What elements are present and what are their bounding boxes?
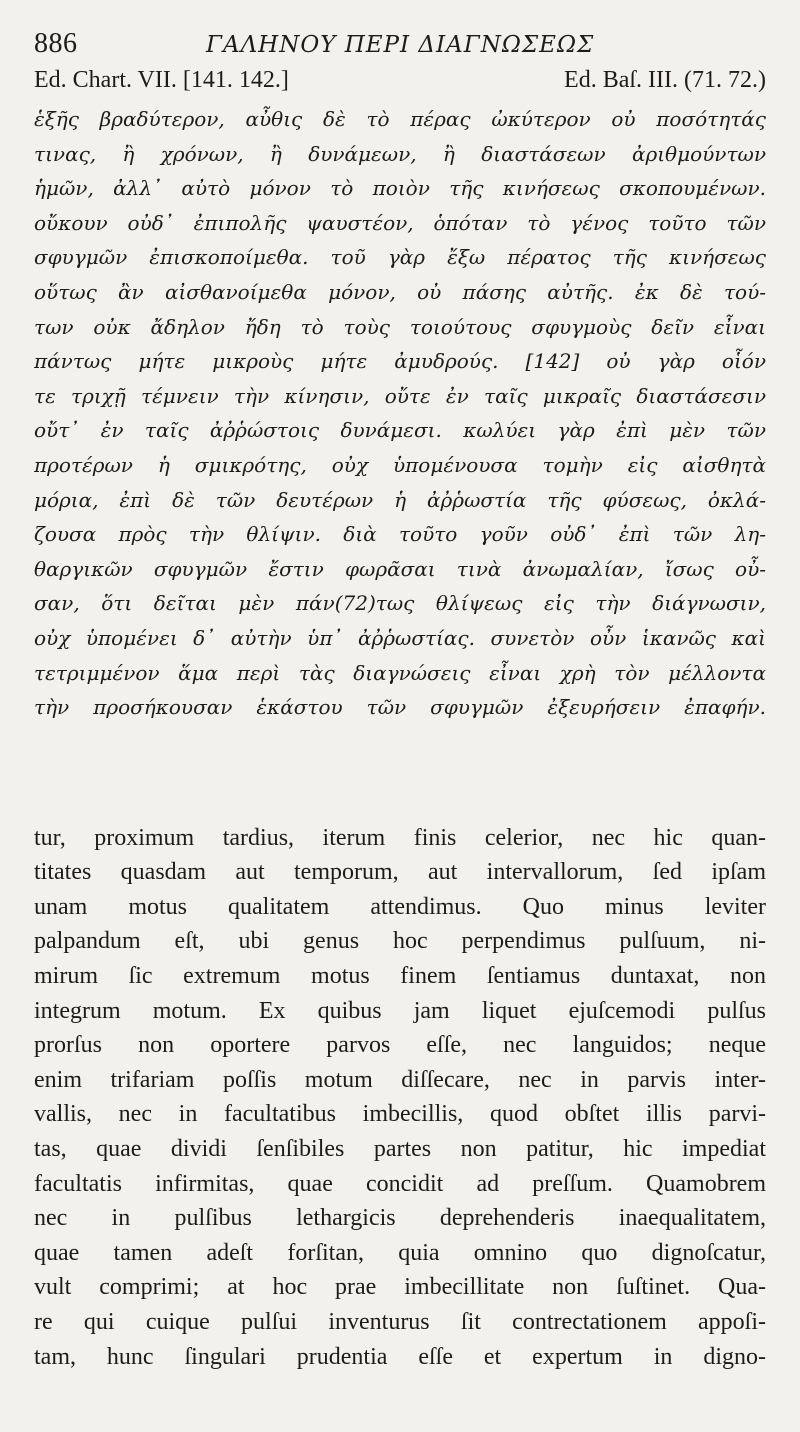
- greek-line: σαν, ὅτι δεῖται μὲν πάν(72)τως θλίψεως εἰς τὴν διάγνωσιν,: [34, 591, 766, 616]
- section-gap: [34, 725, 766, 821]
- latin-line: titates quasdam aut temporum, aut intervallorum, ſed ipſam: [34, 859, 766, 886]
- greek-line: τετριμμένον ἅμα περὶ τὰς διαγνώσεις εἶναι χρὴ τὸν μέλλοντα: [34, 660, 766, 685]
- latin-line: quae tamen adeſt forſitan, quia omnino quo dignoſcatur,: [34, 1239, 766, 1266]
- greek-line: οὕτως ἂν αἰσθανοίμεθα μόνον, οὐ πάσης αὐτῆς. ἐκ δὲ τού-: [34, 279, 766, 304]
- page-header: [34, 30, 766, 64]
- greek-line: ζουσα πρὸς τὴν θλίψιν. διὰ τοῦτο γοῦν οὐδ᾽ ἐπὶ τῶν λη-: [34, 522, 766, 547]
- page-number: 886: [34, 28, 78, 59]
- greek-line: οὔτ᾽ ἐν ταῖς ἀῤῥώστοις δυνάμεσι. κωλύει γὰρ ἐπὶ μὲν τῶν: [34, 418, 766, 443]
- latin-line: enim trifariam poſſis motum diſſecare, nec in parvis inter-: [34, 1066, 766, 1093]
- latin-line: tur, proximum tardius, iterum finis celerior, nec hic quan-: [34, 824, 766, 851]
- latin-line: mirum ſic extremum motus finem ſentiamus duntaxat, non: [34, 963, 766, 990]
- greek-line: οὐχ ὑπομένει δ᾽ αὐτὴν ὑπ᾽ ἀῤῥωστίας. συνετὸν οὖν ἱκανῶς καὶ: [34, 625, 766, 650]
- greek-line: ἡμῶν, ἀλλ᾽ αὐτὸ μόνον τὸ ποιὸν τῆς κινήσεως σκοπουμένων.: [34, 176, 766, 201]
- greek-text-block: [34, 102, 766, 725]
- edition-reference-line: [34, 68, 766, 102]
- running-head: ΓΑΛΗΝΟΥ ΠΕΡΙ ΔΙΑΓΝΩΣΕΩΣ: [206, 32, 595, 58]
- latin-line: nec in pulſibus lethargicis deprehenderis inaequalitatem,: [34, 1205, 766, 1232]
- latin-line: integrum motum. Ex quibus jam liquet ejuſcemodi pulſus: [34, 997, 766, 1024]
- latin-text-block: [34, 821, 766, 1375]
- latin-line: prorſus non oportere parvos eſſe, nec languidos; neque: [34, 1032, 766, 1059]
- greek-line: ἑξῆς βραδύτερον, αὖθις δὲ τὸ πέρας ὠκύτερον οὐ ποσότητάς: [34, 107, 766, 131]
- latin-line: vult comprimi; at hoc prae imbecillitate non ſuſtinet. Qua-: [34, 1274, 766, 1301]
- latin-line: vallis, nec in facultatibus imbecillis, quod obſtet illis parvi-: [34, 1101, 766, 1128]
- greek-line: θαργικῶν σφυγμῶν ἔστιν φωρᾶσαι τινὰ ἀνωμαλίαν, ἴσως οὖ-: [34, 556, 766, 581]
- latin-line: unam motus qualitatem attendimus. Quo minus leviter: [34, 893, 766, 920]
- latin-line: facultatis infirmitas, quae concidit ad preſſum. Quamobrem: [34, 1170, 766, 1197]
- greek-line: σφυγμῶν ἐπισκοποίμεθα. τοῦ γὰρ ἔξω πέρατος τῆς κινήσεως: [34, 245, 766, 270]
- greek-line: τινας, ἢ χρόνων, ἢ δυνάμεων, ἢ διαστάσεων ἀριθμούντων: [34, 141, 766, 166]
- greek-line: τὴν προσήκουσαν ἑκάστου τῶν σφυγμῶν ἐξευρήσειν ἐπαφήν.: [34, 695, 766, 720]
- latin-line: tas, quae dividi ſenſibiles partes non patitur, hic impediat: [34, 1136, 766, 1163]
- latin-line: tam, hunc ſingulari prudentia eſſe et expertum in digno-: [34, 1343, 766, 1370]
- greek-line: των οὐκ ἄδηλον ἤδη τὸ τοὺς τοιούτους σφυγμοὺς δεῖν εἶναι: [34, 314, 766, 339]
- greek-line: μόρια, ἐπὶ δὲ τῶν δευτέρων ἡ ἀῤῥωστία τῆς φύσεως, ὀκλά-: [34, 487, 766, 512]
- greek-line: πάντως μήτε μικροὺς μήτε ἀμυδρούς. [142] οὐ γὰρ οἷόν: [34, 349, 766, 374]
- greek-line: τε τριχῇ τέμνειν τὴν κίνησιν, οὔτε ἐν ταῖς μικραῖς διαστάσεσιν: [34, 383, 766, 408]
- greek-line: οὔκουν οὐδ᾽ ἐπιπολῆς ψαυστέον, ὁπόταν τὸ γένος τοῦτο τῶν: [34, 210, 766, 235]
- edition-left: Ed. Chart. VII. [141. 142.]: [34, 67, 289, 93]
- edition-right: Ed. Baſ. III. (71. 72.): [564, 67, 766, 93]
- greek-line: προτέρων ἡ σμικρότης, οὐχ ὑπομένουσα τομὴν εἰς αἰσθητὰ: [34, 452, 766, 477]
- latin-line: palpandum eſt, ubi genus hoc perpendimus pulſuum, ni-: [34, 928, 766, 955]
- latin-line: re qui cuique pulſui inventurus ſit contrectationem appoſi-: [34, 1309, 766, 1335]
